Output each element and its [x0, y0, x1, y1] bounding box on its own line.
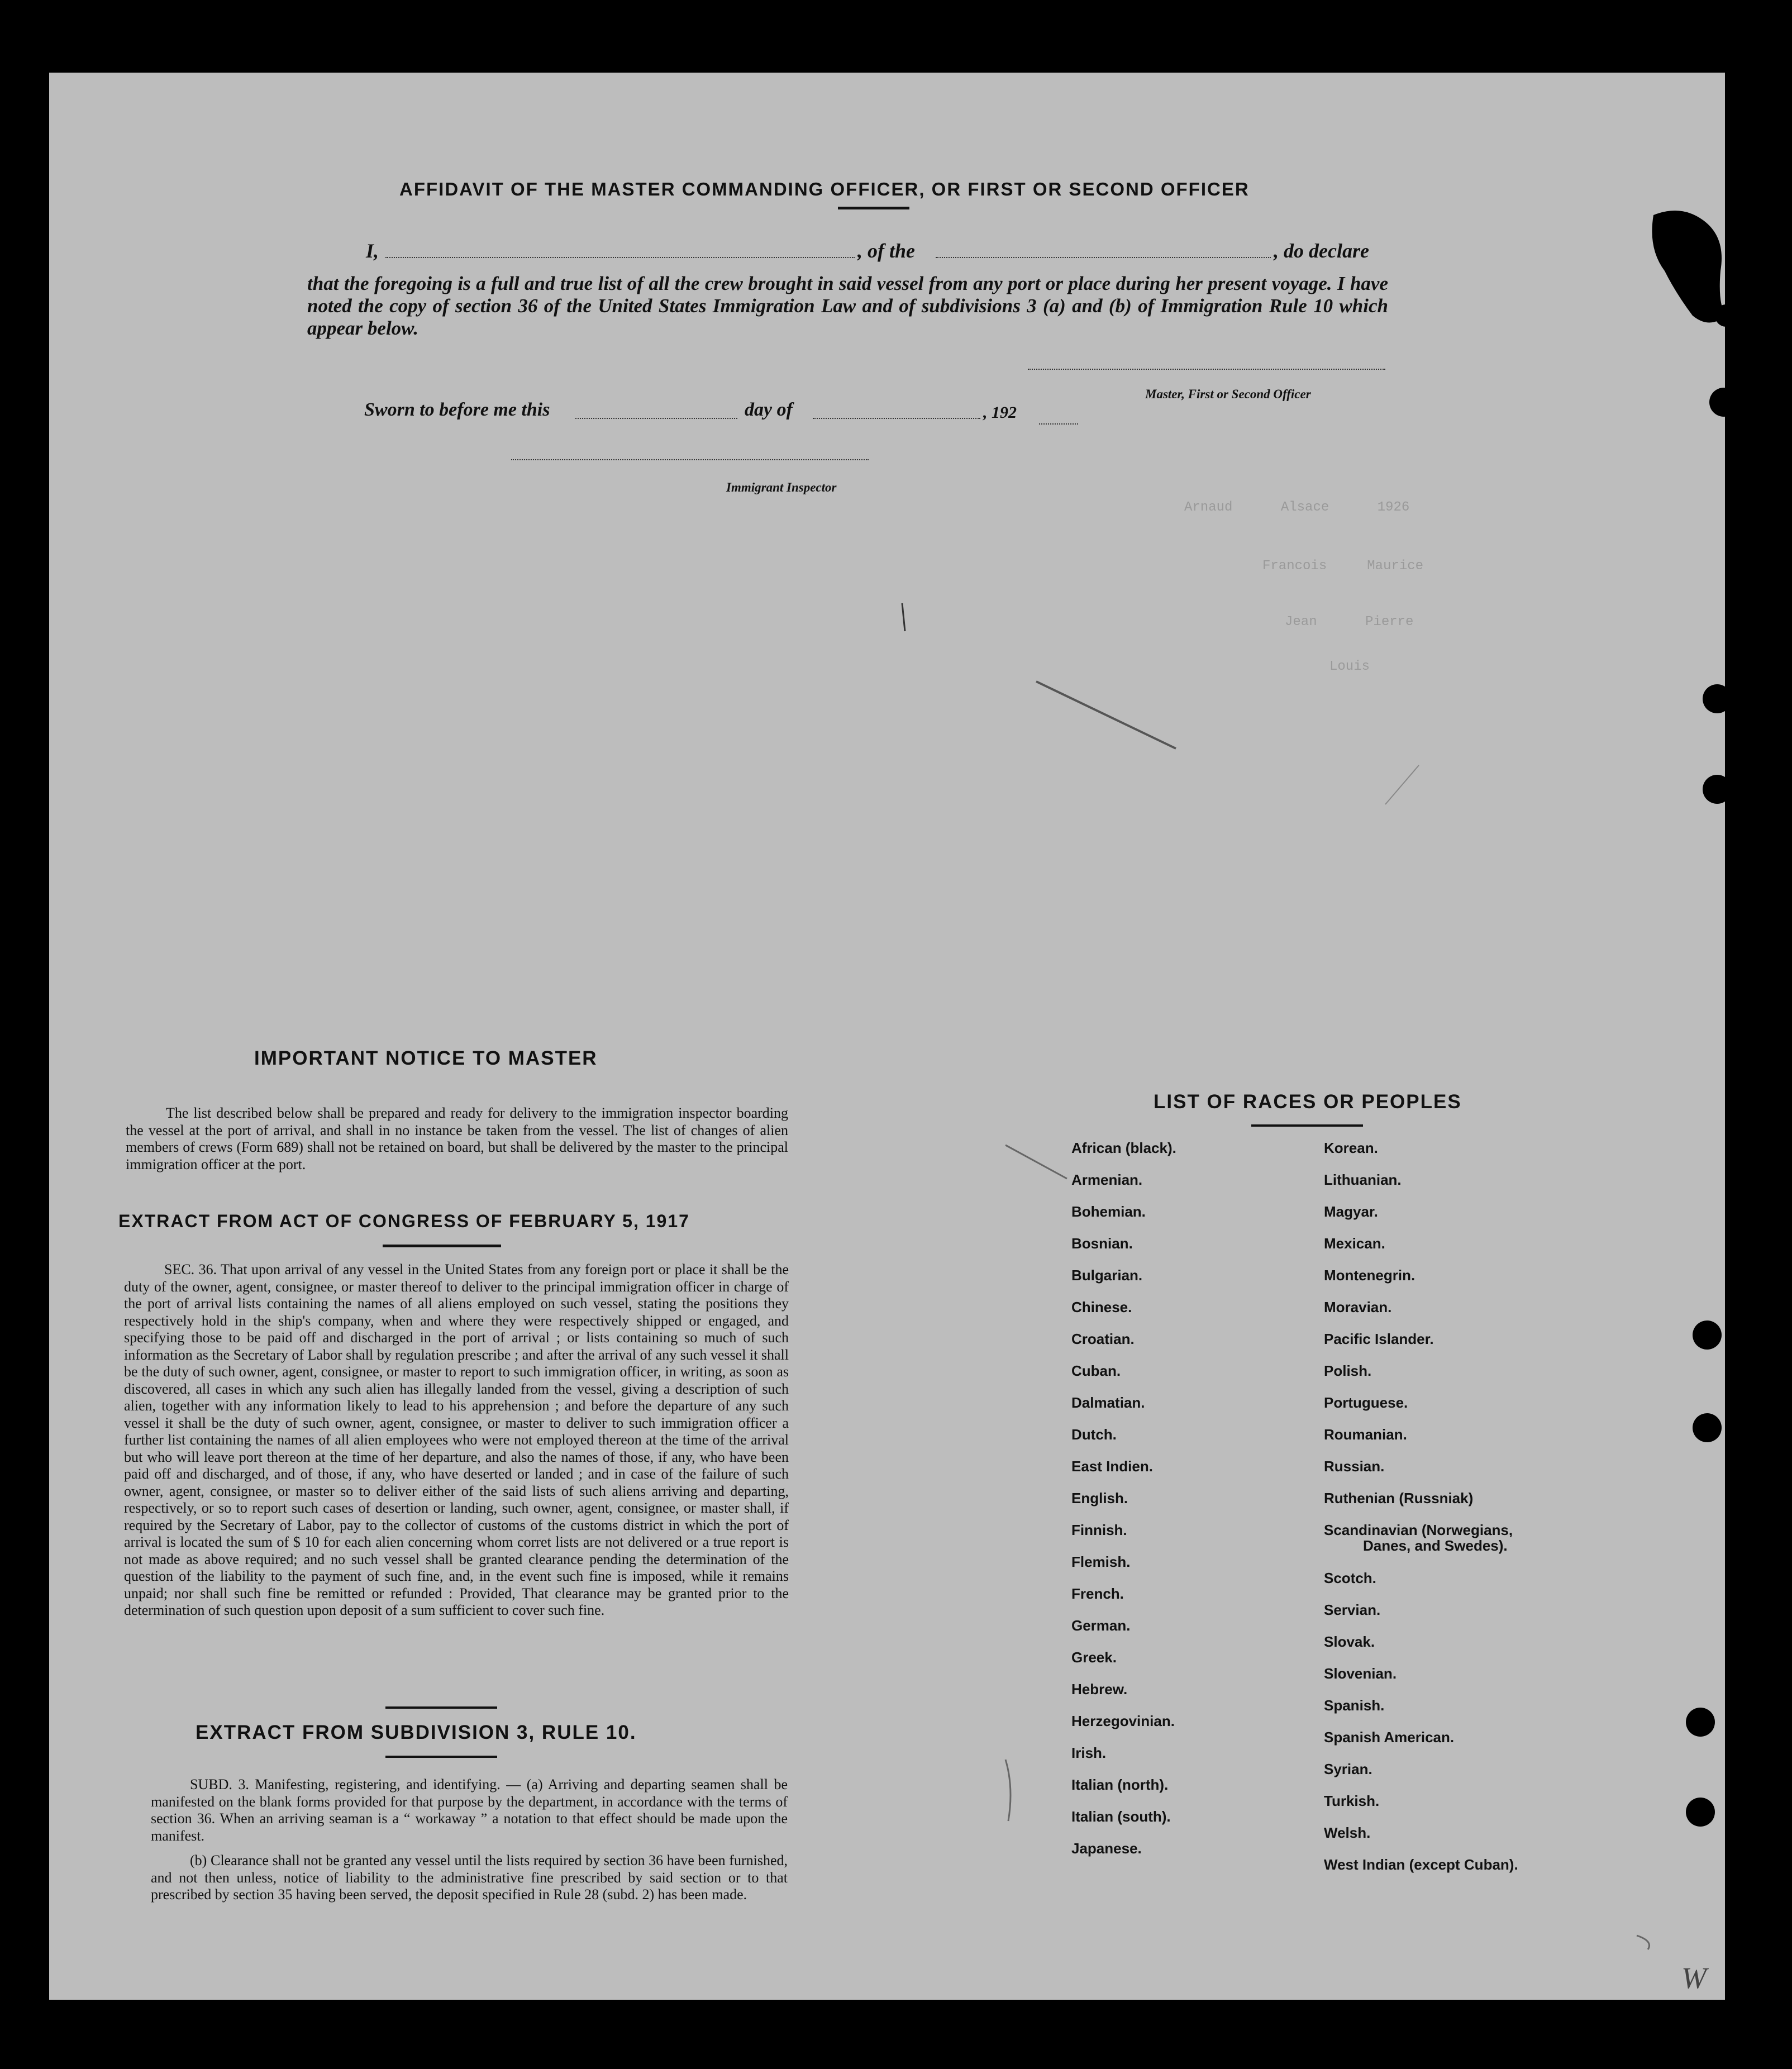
race-item: Scandinavian (Norwegians, — [1324, 1522, 1513, 1538]
ink-blot — [1642, 204, 1737, 332]
race-item: Russian. — [1324, 1458, 1385, 1475]
race-item: Spanish American. — [1324, 1729, 1455, 1746]
master-signature-label: Master, First or Second Officer — [1145, 387, 1311, 401]
notice-body: The list described below shall be prepared and ready for delivery to the immigration inspector boarding the vessel at the port of arrival, and shall in no instance be taken from the vessel. The list of changes of alien members of crews (Form 689) shall not be retained on board, but shall be delivered by the master to the principal immigration officer at the port. — [126, 1105, 788, 1172]
race-item: Flemish. — [1071, 1553, 1131, 1570]
race-item: Herzegovinian. — [1071, 1713, 1175, 1729]
punch-hole — [1686, 1798, 1715, 1827]
race-item: Bohemian. — [1071, 1203, 1146, 1220]
race-item: Scotch. — [1324, 1570, 1376, 1586]
race-item: Finnish. — [1071, 1522, 1127, 1538]
affidavit-title: AFFIDAVIT OF THE MASTER COMMANDING OFFICER, OR FIRST OR SECOND OFFICER — [399, 179, 1250, 199]
punch-hole — [1709, 388, 1738, 417]
bleed-through-text: Louis — [1329, 659, 1370, 674]
race-item: Montenegrin. — [1324, 1267, 1416, 1284]
bleed-through-text: Francois Maurice — [1262, 559, 1424, 574]
race-item: Dalmatian. — [1071, 1394, 1145, 1411]
race-item: Ruthenian (Russniak) — [1324, 1490, 1474, 1507]
race-item: Irish. — [1071, 1744, 1107, 1761]
affidavit-body: that the foregoing is a full and true list of all the crew brought in said vessel from any port or place during her present voyage. I have noted the copy of section 36 of the United States Immigration Law and of subdivisions 3 (a) and (b) of Immigration Rule 10 which appear below. — [307, 273, 1388, 339]
act-extract-title: EXTRACT FROM ACT OF CONGRESS OF FEBRUARY 5, 1917 — [118, 1211, 690, 1231]
race-item: Chinese. — [1071, 1299, 1132, 1315]
race-item: Korean. — [1324, 1140, 1378, 1156]
race-item: Servian. — [1324, 1601, 1381, 1618]
race-item: Italian (north). — [1071, 1776, 1169, 1793]
punch-hole — [1693, 1413, 1722, 1442]
notice-title: IMPORTANT NOTICE TO MASTER — [254, 1047, 598, 1069]
race-item: Welsh. — [1324, 1824, 1371, 1841]
race-item: Magyar. — [1324, 1203, 1378, 1220]
race-item: Pacific Islander. — [1324, 1331, 1434, 1347]
punch-hole — [1693, 1320, 1722, 1350]
race-item: Japanese. — [1071, 1840, 1142, 1857]
race-item: French. — [1071, 1585, 1124, 1602]
sworn-label: Sworn to before me this — [364, 399, 550, 420]
act-extract-body: SEC. 36. That upon arrival of any vessel in the United States from any foreign port or place it shall be the duty of the owner, agent, consignee, or master thereof to deliver to the principal immigration officer in charge of the port of arrival lists containing the names of all aliens employed on such vessel, stating the positions they respectively hold in the ship's company, when and where they were respectively shipped or engaged, and specifying those to be paid off and discharged in the port of arrival ; or lists containing so much of such information as the Secretary of Labor shall by regulation prescribe ; and after the arrival of any such vessel it shall be the duty of such owner, agent, consignee, or master to report to such immigration officer, in writing, as soon as discovered, all cases in which any such alien has illegally landed from the vessel, giving a description of such alien, together with any information likely to lead to his apprehension ; and before the departure of any such vessel it shall be the duty of such owner, agent, consignee, or master to deliver to such immigration officer a further list containing the names of all alien employees who were not employed thereon at the time of the arrival but who will leave port thereon at the time of her departure, and also the names of those, if any, who have been paid off and discharged, and of those, if any, who have deserted or landed ; and in case of the failure of such owner, agent, consignee, or master so to deliver either of the said lists of such aliens arriving and departing, respectively, or so to report such cases of desertion or landing, such owner, agent, consignee, or master shall, if required by the Secretary of Labor, pay to the collector of customs of the customs district in which the port of arrival is located the sum of $ 10 for each alien concerning whom corret lists are not delivered or a true report is not made as above required; and no such vessel shall be granted clearance pending the determination of the question of the liability to the payment of such fine, and, in the event such fine is imposed, while it remains unpaid; nor shall such fine be remitted or refunded : Provided, That clearance may be granted prior to the determination of such question upon deposit of a sum sufficient to cover such fine. — [124, 1261, 789, 1618]
day-of-label: day of — [745, 399, 793, 420]
race-item: Slovak. — [1324, 1633, 1375, 1650]
races-title: LIST OF RACES OR PEOPLES — [1154, 1091, 1462, 1113]
race-item: Turkish. — [1324, 1793, 1380, 1809]
race-item: Mexican. — [1324, 1235, 1385, 1252]
race-item: Bulgarian. — [1071, 1267, 1143, 1284]
race-item: Portuguese. — [1324, 1394, 1408, 1411]
race-item: Croatian. — [1071, 1331, 1135, 1347]
inspector-signature-label: Immigrant Inspector — [726, 480, 837, 494]
race-item: East Indien. — [1071, 1458, 1153, 1475]
race-item: Spanish. — [1324, 1697, 1385, 1714]
race-item: Italian (south). — [1071, 1808, 1171, 1825]
punch-hole — [1703, 775, 1732, 804]
corner-mark: W — [1681, 1961, 1707, 1995]
bleed-through-text: Arnaud Alsace 1926 — [1184, 500, 1410, 515]
race-item: Greek. — [1071, 1649, 1117, 1666]
race-item: Bosnian. — [1071, 1235, 1133, 1252]
punch-hole — [1703, 684, 1732, 713]
race-item: Roumanian. — [1324, 1426, 1407, 1443]
race-item: Slovenian. — [1324, 1665, 1397, 1682]
rule-extract-para-b: (b) Clearance shall not be granted any vessel until the lists required by section 36 have been furnished, and not then unless, notice of liability to the administrative fine prescribed by said section or to that prescribed by section 35 having been served, the deposit specified in Rule 28 (subd. 2) has been made. — [151, 1852, 788, 1903]
affidavit-i-label: I, — [366, 240, 379, 262]
race-item: Danes, and Swedes). — [1363, 1537, 1508, 1554]
race-item: Hebrew. — [1071, 1681, 1128, 1698]
year-label: , 192 — [983, 403, 1017, 422]
race-item: Armenian. — [1071, 1171, 1143, 1188]
race-item: Polish. — [1324, 1362, 1372, 1379]
race-item: West Indian (except Cuban). — [1324, 1856, 1518, 1873]
race-item: Cuban. — [1071, 1362, 1121, 1379]
rule-extract-title: EXTRACT FROM SUBDIVISION 3, RULE 10. — [196, 1722, 637, 1743]
race-item: African (black). — [1071, 1140, 1176, 1156]
race-item: Syrian. — [1324, 1761, 1372, 1777]
affidavit-of-the-label: , of the — [857, 240, 915, 262]
race-item: Lithuanian. — [1324, 1171, 1402, 1188]
punch-hole — [1686, 1708, 1715, 1737]
race-item: Dutch. — [1071, 1426, 1117, 1443]
bleed-through-text: Jean Pierre — [1285, 614, 1414, 630]
race-item: German. — [1071, 1617, 1131, 1634]
race-item: English. — [1071, 1490, 1128, 1507]
rule-extract-para-a: SUBD. 3. Manifesting, registering, and identifying. — (a) Arriving and departing seamen shall be manifested on the blank forms provided for that purpose by the department, in accordance with the terms of section 36. When an arriving seaman is a “ workaway ” a notation to that effect should be made upon the manifest. — [151, 1776, 788, 1844]
affidavit-do-declare-label: , do declare — [1274, 240, 1369, 262]
race-item: Moravian. — [1324, 1299, 1392, 1315]
